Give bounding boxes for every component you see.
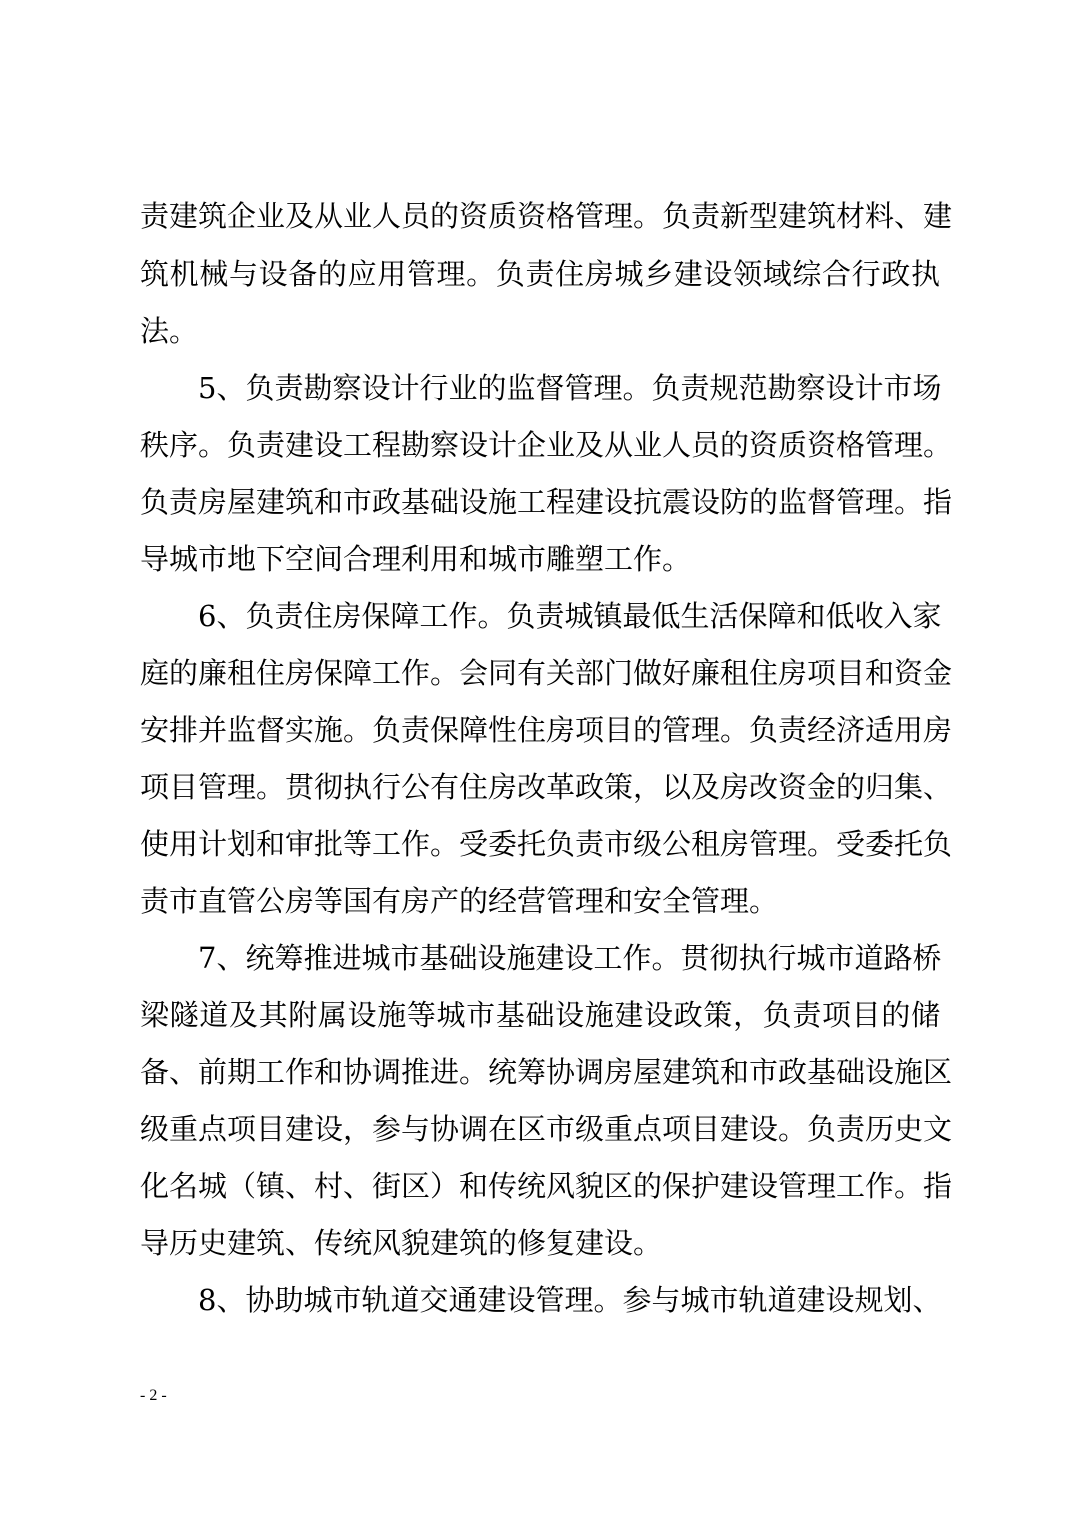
text-line: 梁隧道及其附属设施等城市基础设施建设政策，负责项目的储 — [140, 998, 940, 1032]
text-line: 负责房屋建筑和市政基础设施工程建设抗震设防的监督管理。指 — [140, 485, 953, 519]
text-line: 项目管理。贯彻执行公有住房改革政策，以及房改资金的归集、 — [140, 770, 953, 804]
text-line: 导城市地下空间合理利用和城市雕塑工作。 — [140, 542, 692, 576]
text-line: 庭的廉租住房保障工作。会同有关部门做好廉租住房项目和资金 — [140, 656, 953, 690]
text-line: 筑机械与设备的应用管理。负责住房城乡建设领域综合行政执 — [140, 257, 940, 291]
text-line: 使用计划和审批等工作。受委托负责市级公租房管理。受委托负 — [140, 827, 953, 861]
text-line: 秩序。负责建设工程勘察设计企业及从业人员的资质资格管理。 — [140, 428, 953, 462]
text-line: 6、负责住房保障工作。负责城镇最低生活保障和低收入家 — [140, 599, 942, 633]
text-line: 责建筑企业及从业人员的资质资格管理。负责新型建筑材料、建 — [140, 199, 953, 233]
text-line: 7、统筹推进城市基础设施建设工作。贯彻执行城市道路桥 — [140, 941, 942, 975]
text-line: 导历史建筑、传统风貌建筑的修复建设。 — [140, 1226, 663, 1260]
text-line: 责市直管公房等国有房产的经营管理和安全管理。 — [140, 884, 779, 918]
text-line: 5、负责勘察设计行业的监督管理。负责规范勘察设计市场 — [140, 371, 942, 405]
text-line: 级重点项目建设，参与协调在区市级重点项目建设。负责历史文 — [140, 1112, 953, 1146]
text-line: 法。 — [140, 314, 199, 348]
text-line: 8、协助城市轨道交通建设管理。参与城市轨道建设规划、 — [140, 1283, 942, 1317]
page-number: - 2 - — [140, 1387, 167, 1404]
text-line: 化名城（镇、村、街区）和传统风貌区的保护建设管理工作。指 — [140, 1169, 953, 1203]
text-line: 备、前期工作和协调推进。统筹协调房屋建筑和市政基础设施区 — [140, 1055, 953, 1089]
text-line: 安排并监督实施。负责保障性住房项目的管理。负责经济适用房 — [140, 713, 953, 747]
